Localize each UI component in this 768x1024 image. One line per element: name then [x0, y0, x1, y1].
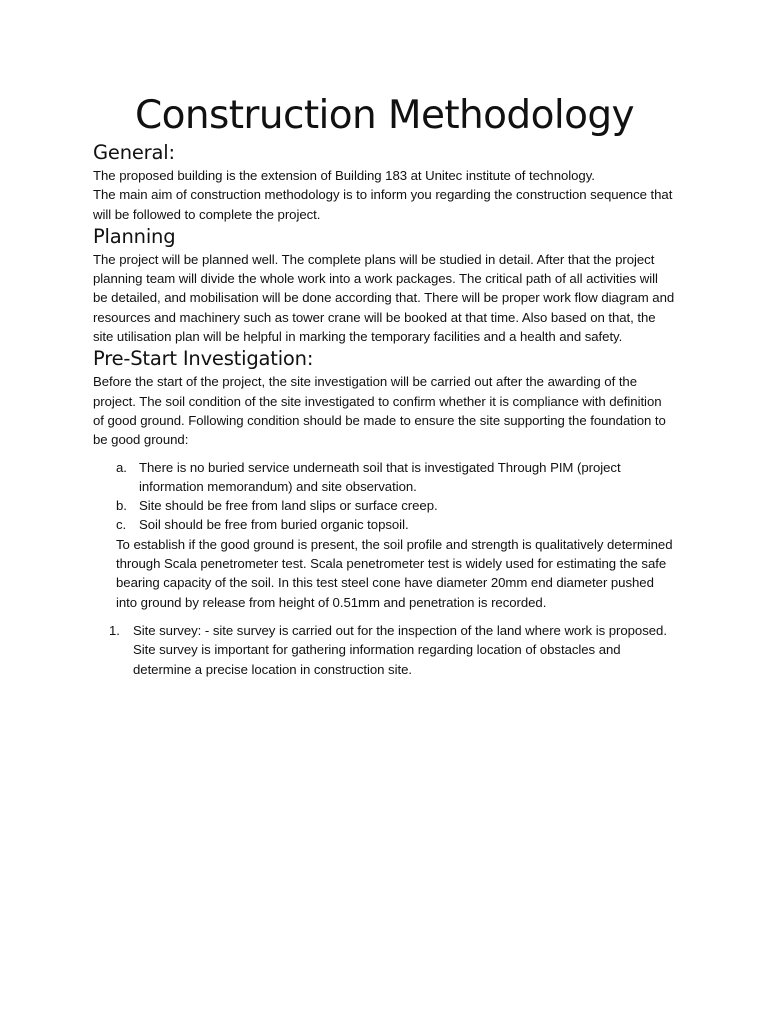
list-marker: b.	[116, 498, 127, 514]
section-heading-general: General:	[93, 141, 175, 164]
general-paragraph-2: The main aim of construction methodology is to inform you regarding the construction sequence that will be followed to complete the project.	[93, 187, 673, 222]
prestart-intro-paragraph: Before the start of the project, the site investigation will be carried out after the awarding of the project. The soil condition of the site investigated to confirm whether it is compliance with definition of good ground. Following condition should be made to ensure the site supporting the foundation to be good ground:	[93, 374, 666, 448]
section-prestart	[93, 346, 676, 678]
list-marker: c.	[116, 517, 127, 533]
list-item-text: Soil should be free from buried organic topsoil.	[139, 517, 409, 533]
list-item	[93, 621, 676, 679]
list-item	[93, 458, 676, 497]
list-item	[93, 515, 676, 534]
list-item-text: There is no buried service underneath soil that is investigated Through PIM (project information memorandum) and site observation.	[139, 459, 621, 494]
scala-test-paragraph: To establish if the good ground is present, the soil profile and strength is qualitatively determined through Scala penetrometer test. Scala penetrometer test is widely used for estimating the safe bearing capacity of the soil. In this test steel cone have diameter 20mm end diameter pushed into ground by release from height of 0.51mm and penetration is recorded.	[116, 536, 673, 610]
good-ground-conditions-list	[93, 458, 676, 535]
section-heading-prestart: Pre-Start Investigation:	[93, 347, 314, 371]
procedure-steps-list	[93, 621, 676, 679]
planning-paragraph: The project will be planned well. The complete plans will be studied in detail. After that the project planning team will divide the whole work into a work packages. The critical path of all activities will be detailed, and mobilisation will be done according that. There will be proper work flow diagram and resources and machinery such as tower crane will be booked at that time. Also based on that, the site utilisation plan will be helpful in marking the temporary facilities and a health and safety.	[93, 251, 675, 345]
section-planning	[93, 224, 676, 346]
section-general	[93, 140, 676, 224]
list-item	[93, 496, 676, 515]
general-paragraph-1: The proposed building is the extension of Building 183 at Unitec institute of technology.	[93, 168, 595, 183]
section-heading-planning: Planning	[93, 224, 176, 248]
list-marker: 1.	[109, 622, 120, 638]
list-marker: a.	[116, 459, 127, 475]
document-title: Construction Methodology	[135, 93, 634, 138]
list-item-text: Site should be free from land slips or surface creep.	[139, 498, 438, 514]
list-item-text: Site survey: - site survey is carried out for the inspection of the land where work is proposed. Site survey is important for gathering information regarding location of obstacles and determine a precise location in construction site.	[133, 622, 667, 677]
